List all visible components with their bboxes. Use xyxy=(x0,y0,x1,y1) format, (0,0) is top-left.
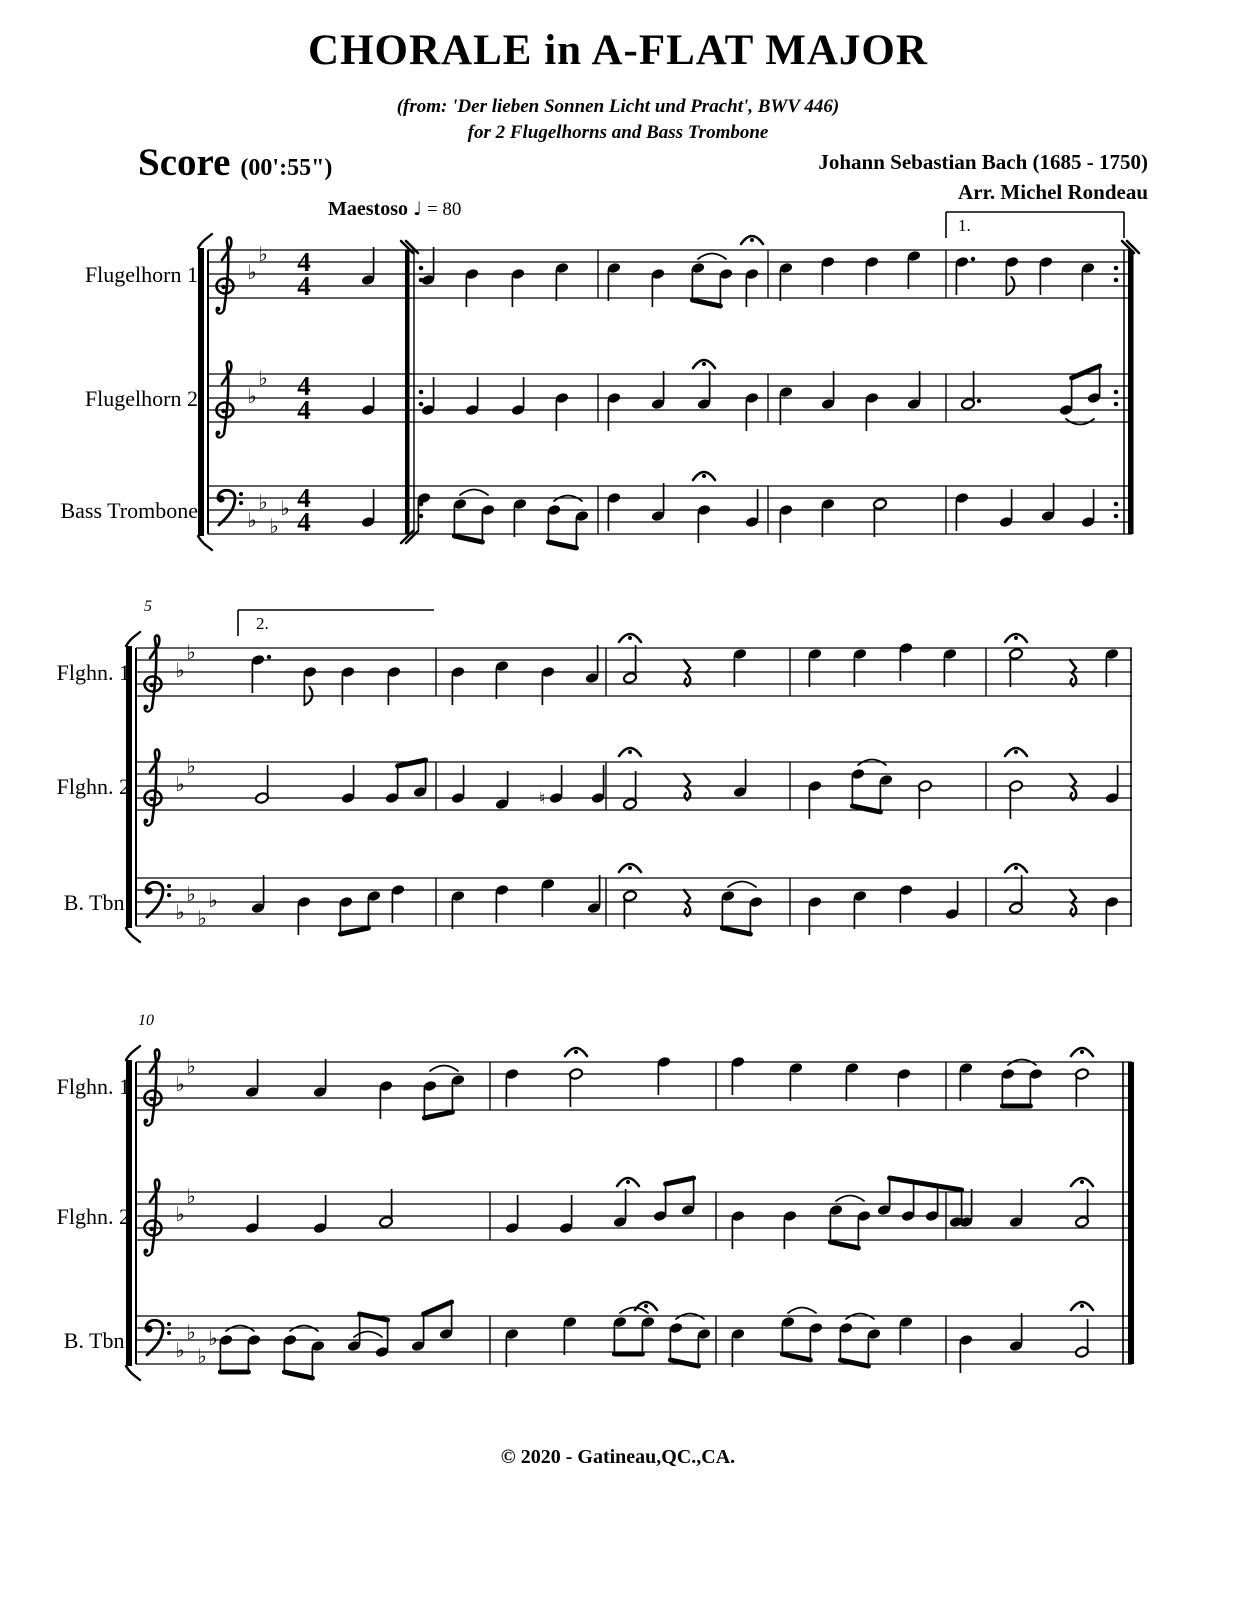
svg-text:♭: ♭ xyxy=(280,496,290,520)
tempo-marking xyxy=(328,198,461,221)
instrument-label-flghn2-sys3: Flghn. 2 xyxy=(56,1204,130,1229)
svg-text:♭: ♭ xyxy=(247,508,257,532)
svg-text:♭: ♭ xyxy=(258,490,268,514)
measure-number-5: 5 xyxy=(144,598,152,615)
svg-text:♭: ♭ xyxy=(175,658,185,682)
arranger: Arr. Michel Rondeau xyxy=(958,180,1148,204)
score-label: Score xyxy=(138,141,231,184)
svg-text:♭: ♭ xyxy=(186,640,196,664)
svg-text:♭: ♭ xyxy=(258,242,268,266)
instrument-label-flghn2-sys2: Flghn. 2 xyxy=(56,774,130,799)
svg-text:♭: ♭ xyxy=(197,906,207,930)
quarter-note-icon: ♩ xyxy=(412,198,422,220)
instrument-label-flugelhorn1: Flugelhorn 1 xyxy=(84,262,198,287)
svg-text:♭: ♭ xyxy=(247,384,257,408)
svg-text:♭: ♭ xyxy=(186,754,196,778)
svg-text:♭: ♭ xyxy=(258,366,268,390)
svg-text:4: 4 xyxy=(297,371,311,401)
svg-text:♭: ♭ xyxy=(186,1054,196,1078)
svg-text:4: 4 xyxy=(297,395,311,425)
svg-text:♭: ♭ xyxy=(186,882,196,906)
svg-text:♭: ♭ xyxy=(175,1072,185,1096)
copyright-footer: © 2020 - Gatineau,QC.,CA. xyxy=(500,1446,736,1468)
tempo-text: Maestoso xyxy=(328,198,408,220)
subtitle-instrumentation: for 2 Flugelhorns and Bass Trombone xyxy=(467,122,769,143)
subtitle-source: (from: 'Der lieben Sonnen Licht und Pracht', BWV 446) xyxy=(396,96,840,117)
composer: Johann Sebastian Bach (1685 - 1750) xyxy=(818,150,1148,174)
svg-text:♭: ♭ xyxy=(269,514,279,538)
svg-text:♭: ♭ xyxy=(186,1184,196,1208)
svg-text:♭: ♭ xyxy=(197,1344,207,1368)
instrument-label-btbn-sys2: B. Tbn. xyxy=(63,890,130,915)
svg-text:♭: ♭ xyxy=(247,260,257,284)
svg-text:4: 4 xyxy=(297,247,311,277)
svg-text:♭: ♭ xyxy=(186,1320,196,1344)
volta-label-2: 2. xyxy=(256,614,269,633)
instrument-label-basstrombone: Bass Trombone xyxy=(60,498,198,523)
svg-text:♭: ♭ xyxy=(208,1326,218,1350)
svg-text:♭: ♭ xyxy=(175,900,185,924)
svg-text:♮: ♮ xyxy=(538,789,546,809)
tempo-value: = 80 xyxy=(426,199,462,220)
svg-text:♭: ♭ xyxy=(175,1338,185,1362)
score-label-block xyxy=(138,140,332,185)
svg-text:♭: ♭ xyxy=(175,1202,185,1226)
volta-label-1: 1. xyxy=(958,216,971,235)
instrument-label-flghn1-sys2: Flghn. 1 xyxy=(56,660,130,685)
page-title: CHORALE in A-FLAT MAJOR xyxy=(308,27,928,74)
measure-number-10: 10 xyxy=(138,1012,154,1029)
duration-label: (00':55") xyxy=(240,155,333,181)
svg-text:4: 4 xyxy=(297,271,311,301)
svg-text:4: 4 xyxy=(297,483,311,513)
instrument-label-flugelhorn2: Flugelhorn 2 xyxy=(84,386,198,411)
instrument-label-flghn1-sys3: Flghn. 1 xyxy=(56,1074,130,1099)
instrument-label-btbn-sys3: B. Tbn. xyxy=(63,1328,130,1353)
svg-text:♭: ♭ xyxy=(175,772,185,796)
svg-text:♭: ♭ xyxy=(208,888,218,912)
svg-text:4: 4 xyxy=(297,507,311,537)
